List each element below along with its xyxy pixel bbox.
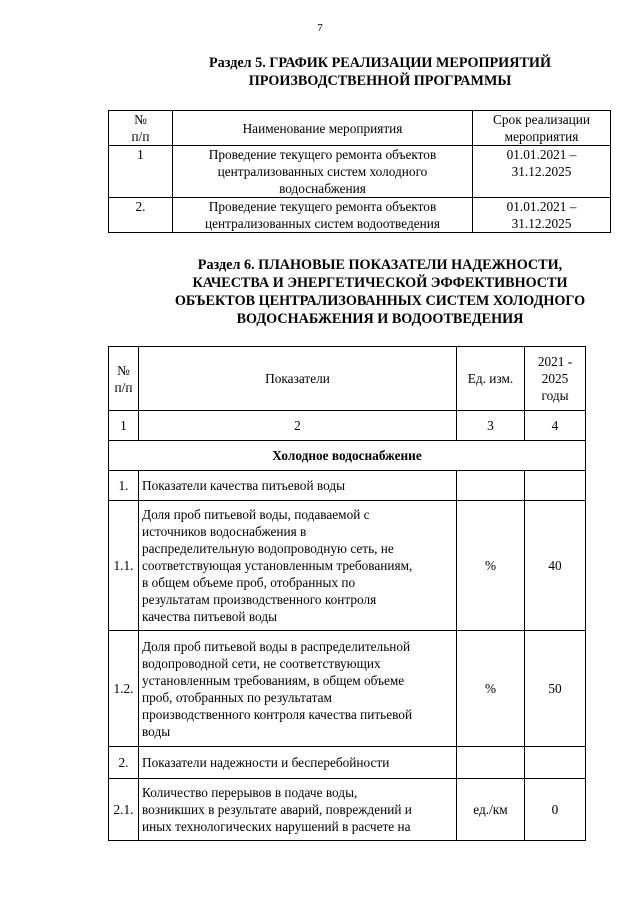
table-row [109, 631, 586, 747]
indicators-table [108, 346, 586, 841]
row-value: 40 [525, 501, 586, 631]
section-5-title [190, 54, 570, 90]
table-row [109, 501, 586, 631]
column-numbers-row [109, 411, 586, 441]
text-line: источников водоснабжения в [142, 524, 307, 539]
column-number: 4 [525, 411, 586, 441]
text-line: проб, отобранных по результатам [142, 689, 332, 705]
row-indicator [139, 747, 457, 779]
row-num: 1 [109, 146, 173, 198]
indicators-header-row [109, 347, 586, 411]
text-line: воды [142, 723, 171, 739]
row-indicator [139, 471, 457, 501]
row-num: 2. [109, 747, 139, 779]
header-term [473, 111, 611, 146]
column-number: 3 [457, 411, 525, 441]
header-years-line: годы [541, 388, 569, 403]
schedule-table [108, 110, 611, 233]
table-row [109, 198, 611, 233]
text-line: установленным требованиям, в общем объеме [142, 672, 405, 688]
text-line: Доля проб питьевой воды в распределительной [142, 638, 411, 654]
section-6-title-line: КАЧЕСТВА И ЭНЕРГЕТИЧЕСКОЙ ЭФФЕКТИВНОСТИ [192, 275, 568, 291]
row-term [473, 198, 611, 233]
row-unit: % [457, 631, 525, 747]
group-row [109, 441, 586, 471]
row-num: 1.1. [109, 501, 139, 631]
row-value: 50 [525, 631, 586, 747]
header-num [109, 111, 173, 146]
header-num-line: п/п [114, 379, 133, 395]
header-event-name: Наименование мероприятия [173, 111, 473, 146]
section-6-title [150, 256, 610, 328]
text-line: централизованных систем холодного [217, 164, 428, 179]
text-line: качества питьевой воды [142, 609, 278, 624]
row-unit: % [457, 501, 525, 631]
text-line: централизованных систем водоотведения [205, 216, 440, 231]
row-indicator [139, 501, 457, 631]
header-indicators: Показатели [139, 347, 457, 411]
section-6-title-line: ОБЪЕКТОВ ЦЕНТРАЛИЗОВАННЫХ СИСТЕМ ХОЛОДНОГО [174, 293, 586, 309]
header-years-line: 2025 [541, 371, 569, 386]
text-line: водопроводной сети, не соответствующих [142, 655, 381, 671]
header-num [109, 347, 139, 411]
header-years-line: 2021 - [537, 354, 573, 369]
row-indicator [139, 631, 457, 747]
row-value [525, 747, 586, 779]
row-unit [457, 471, 525, 501]
row-value: 0 [525, 779, 586, 841]
row-num: 2.1. [109, 779, 139, 841]
section-6-title-line: Раздел 6. ПЛАНОВЫЕ ПОКАЗАТЕЛИ НАДЕЖНОСТИ, [197, 257, 563, 273]
header-num-line: № [117, 362, 130, 378]
text-line: Доля проб питьевой воды, подаваемой с [142, 507, 370, 522]
text-line: Показатели надежности и бесперебойности [142, 755, 390, 770]
header-unit: Ед. изм. [457, 347, 525, 411]
section-5-title-line: ПРОИЗВОДСТВЕННОЙ ПРОГРАММЫ [248, 73, 512, 89]
column-number: 1 [109, 411, 139, 441]
text-line: иных технологических нарушений в расчете на [142, 819, 411, 834]
text-line: Проведение текущего ремонта объектов [208, 199, 437, 214]
row-event-name [173, 198, 473, 233]
table-row [109, 747, 586, 779]
text-line: Показатели качества питьевой воды [142, 478, 346, 493]
schedule-header-row [109, 111, 611, 146]
text-line: 01.01.2021 – [506, 147, 577, 162]
row-term [473, 146, 611, 198]
header-term-line: мероприятия [504, 129, 579, 144]
row-num: 1. [109, 471, 139, 501]
text-line: соответствующая установленным требованиям, [142, 558, 413, 573]
section-6-title-line: ВОДОСНАБЖЕНИЯ И ВОДООТВЕДЕНИЯ [236, 311, 524, 327]
row-unit [457, 747, 525, 779]
header-years [525, 347, 586, 411]
row-value [525, 471, 586, 501]
column-number: 2 [139, 411, 457, 441]
text-line: 31.12.2025 [511, 216, 572, 231]
header-num-line: № [134, 112, 147, 127]
row-unit: ед./км [457, 779, 525, 841]
row-num: 2. [109, 198, 173, 233]
section-5-title-line: Раздел 5. ГРАФИК РЕАЛИЗАЦИИ МЕРОПРИЯТИЙ [208, 55, 551, 71]
row-event-name [173, 146, 473, 198]
text-line: водоснабжения [279, 181, 366, 196]
row-indicator [139, 779, 457, 841]
text-line: возникших в результате аварий, повреждений и [142, 802, 412, 817]
row-num: 1.2. [109, 631, 139, 747]
table-row [109, 779, 586, 841]
header-num-line: п/п [131, 129, 150, 144]
text-line: 31.12.2025 [511, 164, 572, 179]
text-line: распределительную водопроводную сеть, не [142, 541, 394, 556]
text-line: Количество перерывов в подаче воды, [142, 785, 358, 800]
page-number: 7 [317, 22, 323, 34]
table-row [109, 146, 611, 198]
text-line: 01.01.2021 – [506, 199, 577, 214]
text-line: Проведение текущего ремонта объектов [208, 147, 437, 162]
table-row [109, 471, 586, 501]
header-term-line: Срок реализации [493, 112, 590, 127]
text-line: результатам производственного контроля [142, 592, 377, 607]
text-line: производственного контроля качества питьевой [142, 706, 413, 722]
text-line: в общем объеме проб, отобранных по [142, 575, 356, 590]
group-title: Холодное водоснабжение [109, 441, 586, 471]
